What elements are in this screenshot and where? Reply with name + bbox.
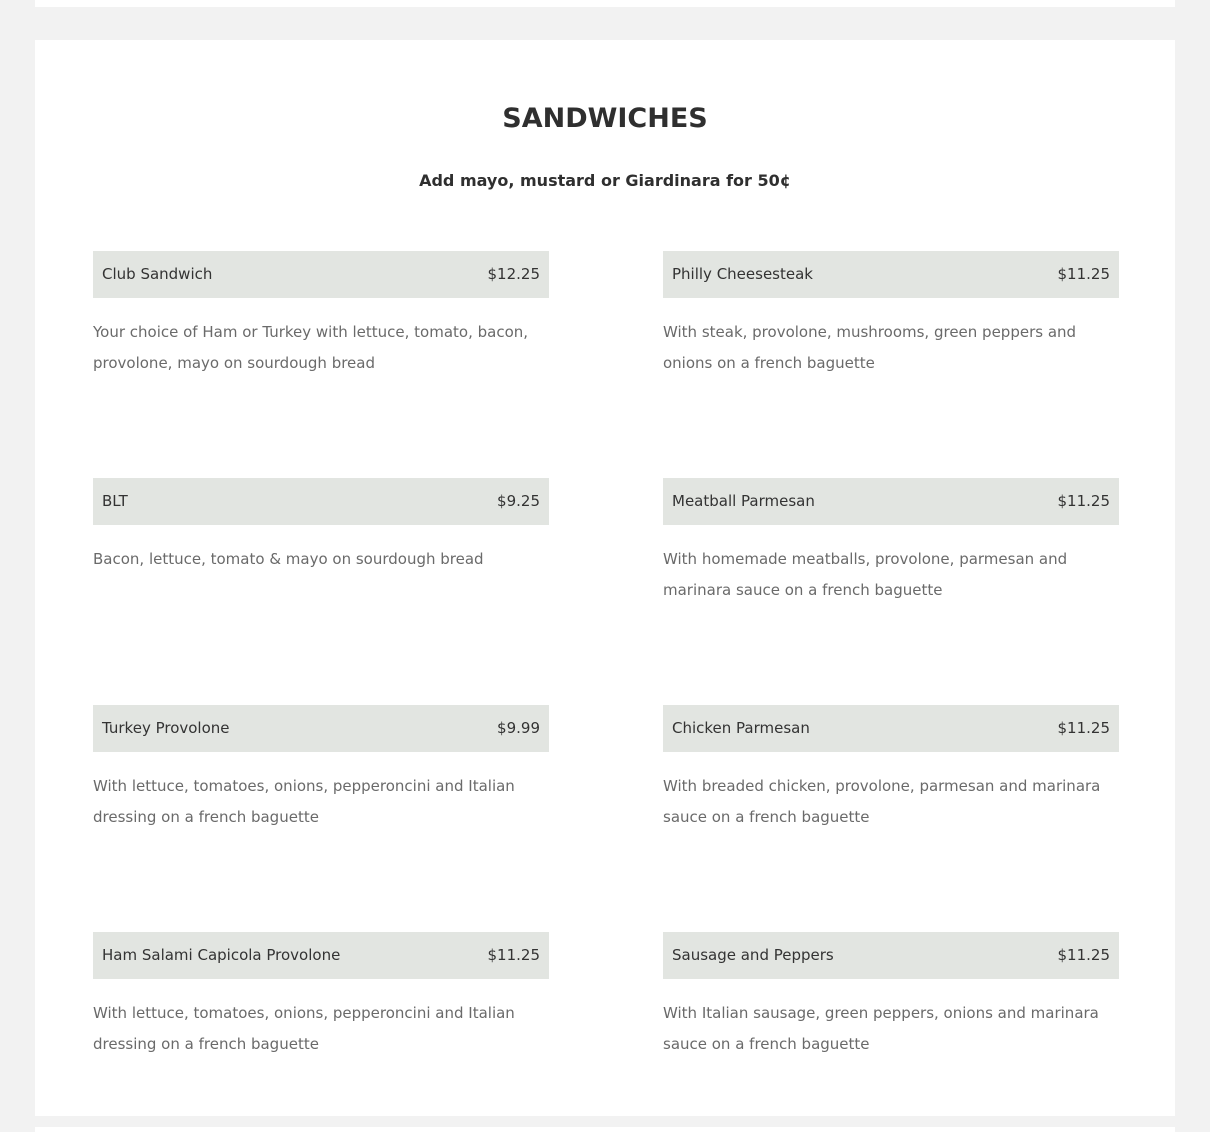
menu-item-name: Meatball Parmesan — [672, 492, 815, 510]
menu-item-description: With steak, provolone, mushrooms, green peppers and onions on a french baguette — [663, 323, 1077, 372]
menu-item-price: $9.99 — [497, 719, 540, 737]
menu-item-name: Sausage and Peppers — [672, 946, 834, 964]
previous-section-edge — [35, 0, 1175, 7]
menu-item-description: With Italian sausage, green peppers, onions and marinara sauce on a french baguette — [663, 1004, 1099, 1053]
menu-item-name: Club Sandwich — [102, 265, 213, 283]
menu-item-name: BLT — [102, 492, 128, 510]
menu-item-price: $11.25 — [1057, 265, 1110, 283]
menu-item-header — [93, 705, 549, 752]
menu-item-header — [663, 705, 1119, 752]
menu-item-description: With lettuce, tomatoes, onions, pepperoncini and Italian dressing on a french baguette — [93, 777, 515, 826]
section-title: SANDWICHES — [502, 103, 708, 134]
menu-item-header — [93, 932, 549, 979]
menu-item-description: Bacon, lettuce, tomato & mayo on sourdough bread — [93, 550, 484, 568]
menu-item-price: $12.25 — [487, 265, 540, 283]
menu-item-name: Ham Salami Capicola Provolone — [102, 946, 341, 964]
menu-item-description: With breaded chicken, provolone, parmesan and marinara sauce on a french baguette — [663, 777, 1101, 826]
menu-item-name: Chicken Parmesan — [672, 719, 810, 737]
menu-item-price: $9.25 — [497, 492, 540, 510]
menu-item-header — [93, 478, 549, 525]
menu-item-description: With homemade meatballs, provolone, parmesan and marinara sauce on a french baguette — [663, 550, 1068, 599]
menu-item-price: $11.25 — [1057, 719, 1110, 737]
menu-item-header — [663, 251, 1119, 298]
next-section-edge — [35, 1127, 1175, 1132]
menu-item-description: With lettuce, tomatoes, onions, pepperoncini and Italian dressing on a french baguette — [93, 1004, 515, 1053]
menu-item-header — [663, 932, 1119, 979]
menu-item-description: Your choice of Ham or Turkey with lettuce, tomato, bacon, provolone, mayo on sourdough bread — [93, 323, 529, 372]
section-subtitle: Add mayo, mustard or Giardinara for 50¢ — [419, 171, 791, 190]
menu-item-price: $11.25 — [1057, 492, 1110, 510]
menu-item-price: $11.25 — [1057, 946, 1110, 964]
menu-item-header — [663, 478, 1119, 525]
menu-item-header — [93, 251, 549, 298]
menu-item-price: $11.25 — [487, 946, 540, 964]
menu-item-name: Philly Cheesesteak — [672, 265, 813, 283]
menu-item-name: Turkey Provolone — [102, 719, 230, 737]
